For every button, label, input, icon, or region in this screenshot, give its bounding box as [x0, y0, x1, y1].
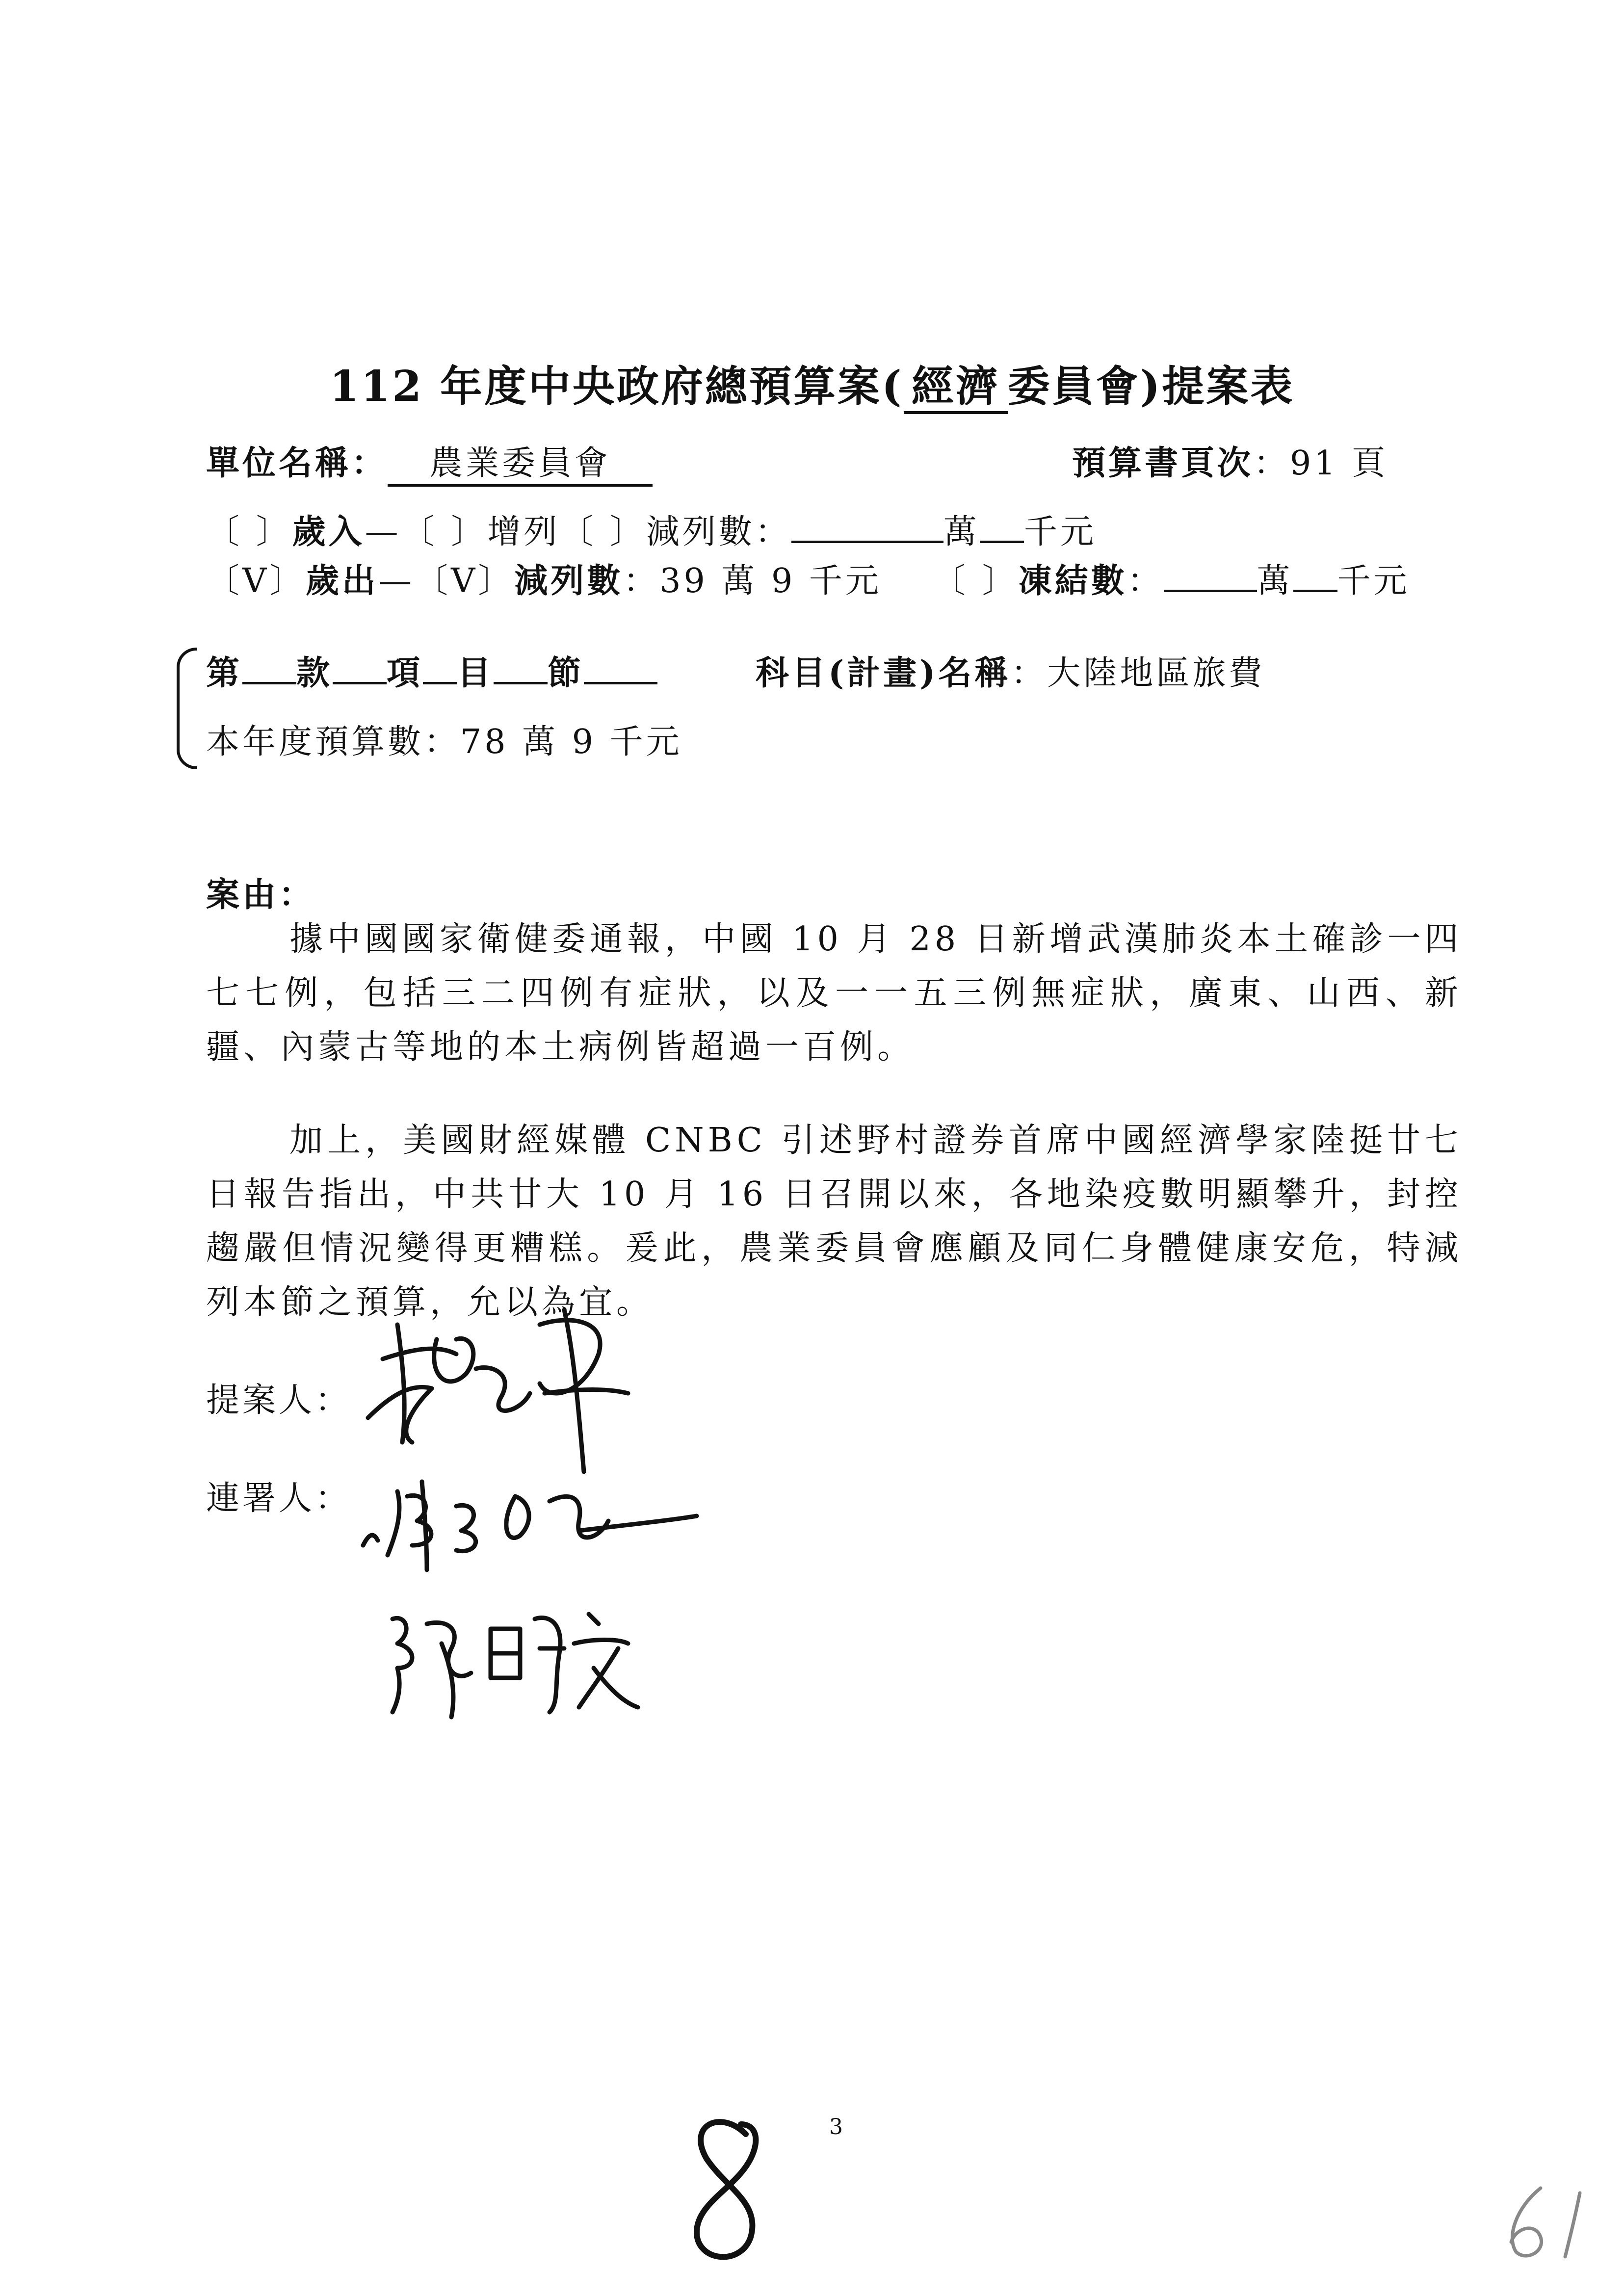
- freeze-colon: ：: [1127, 562, 1164, 600]
- revenue-wan-blank: [791, 541, 943, 543]
- item-di: 第: [206, 653, 243, 693]
- title-suffix: 委員會)提案表: [1007, 362, 1295, 411]
- item-line: [206, 647, 657, 694]
- expense-dash: —: [378, 562, 415, 600]
- item-xiang: 項: [387, 653, 423, 693]
- item-kuan: 款: [296, 653, 333, 693]
- revenue-label: 歲入: [292, 512, 365, 551]
- item-jie: 節: [548, 653, 584, 693]
- unit-label: 單位名稱：: [206, 444, 388, 483]
- unit-row: [206, 437, 653, 487]
- freeze-wan-blank: [1164, 590, 1257, 592]
- expense-label: 歲出: [306, 561, 379, 600]
- page-number: 3: [829, 2114, 843, 2139]
- freeze-label: 凍結數: [1018, 561, 1127, 600]
- form-title: [0, 352, 1624, 413]
- revenue-wan: 萬: [943, 513, 980, 551]
- proposer-signature: [353, 1295, 657, 1482]
- increase-label: 增列: [487, 513, 560, 551]
- current-budget: 本年度預算數：78 萬 9 千元: [206, 723, 682, 761]
- decrease-checkbox: 〔 〕: [560, 513, 646, 551]
- expense-decrease-checkbox: 〔V〕: [415, 562, 515, 600]
- proposer-label: 提案人：: [206, 1381, 352, 1420]
- handwritten-number-8: [677, 2105, 775, 2267]
- revenue-checkbox: 〔 〕: [206, 513, 292, 551]
- freeze-line: [932, 554, 1410, 602]
- subject-value: ：大陸地區旅費: [1011, 654, 1265, 693]
- decrease-label: 減列數：: [646, 513, 791, 551]
- item-mu: 目: [457, 653, 494, 693]
- page-label: 預算書頁次: [1072, 444, 1254, 483]
- expense-decrease-label: 減列數: [514, 561, 624, 600]
- cosigner-signature-2: [373, 1594, 648, 1722]
- reason-paragraph-1: 據中國國家衛健委通報，中國 10 月 28 日新增武漢肺炎本土確診一四七七例，包括三二四例有症狀，以及一一五三例無症狀，廣東、山西、新疆、內蒙古等地的本土病例皆超過一百例。: [206, 920, 1462, 1067]
- expense-decrease-value: ：39 萬 9 千元: [623, 562, 882, 600]
- page-value: ：91 頁: [1254, 444, 1388, 483]
- freeze-qian-blank: [1293, 590, 1337, 592]
- increase-checkbox: 〔 〕: [401, 513, 488, 551]
- revenue-qian-blank: [980, 541, 1024, 543]
- left-brace: [177, 648, 197, 769]
- reason-heading: 案由：: [206, 875, 315, 914]
- cosigner-label: 連署人：: [206, 1479, 352, 1518]
- revenue-qianyuan: 千元: [1023, 513, 1097, 551]
- title-committee: 經濟: [904, 362, 1008, 414]
- freeze-wan: 萬: [1257, 562, 1293, 600]
- revenue-dash: —: [365, 513, 401, 551]
- title-prefix: 112 年度中央政府總預算案(: [329, 362, 904, 411]
- unit-value: 農業委員會: [388, 437, 653, 487]
- subject-line: [756, 647, 1265, 694]
- reason-paragraph-2: 加上，美國財經媒體 CNBC 引述野村證券首席中國經濟學家陸挺廿七日報告指出，中共廿大 10 月 16 日召開以來，各地染疫數明顯攀升，封控趨嚴但情況變得更糟糕。爰此，農業委員會應顧及同仁身體健康安危，特減列本節之預算，允以為宜。: [206, 1121, 1462, 1322]
- handwritten-corner-number: [1496, 2178, 1595, 2267]
- cosigner-signature-1: [353, 1462, 707, 1575]
- freeze-qianyuan: 千元: [1337, 562, 1410, 600]
- revenue-line: [206, 505, 1097, 553]
- expense-checkbox: 〔V〕: [206, 562, 306, 600]
- freeze-checkbox: 〔 〕: [932, 562, 1019, 600]
- expense-line: [206, 554, 882, 602]
- subject-label: 科目(計畫)名稱: [756, 653, 1011, 693]
- budget-page-row: [1072, 437, 1388, 484]
